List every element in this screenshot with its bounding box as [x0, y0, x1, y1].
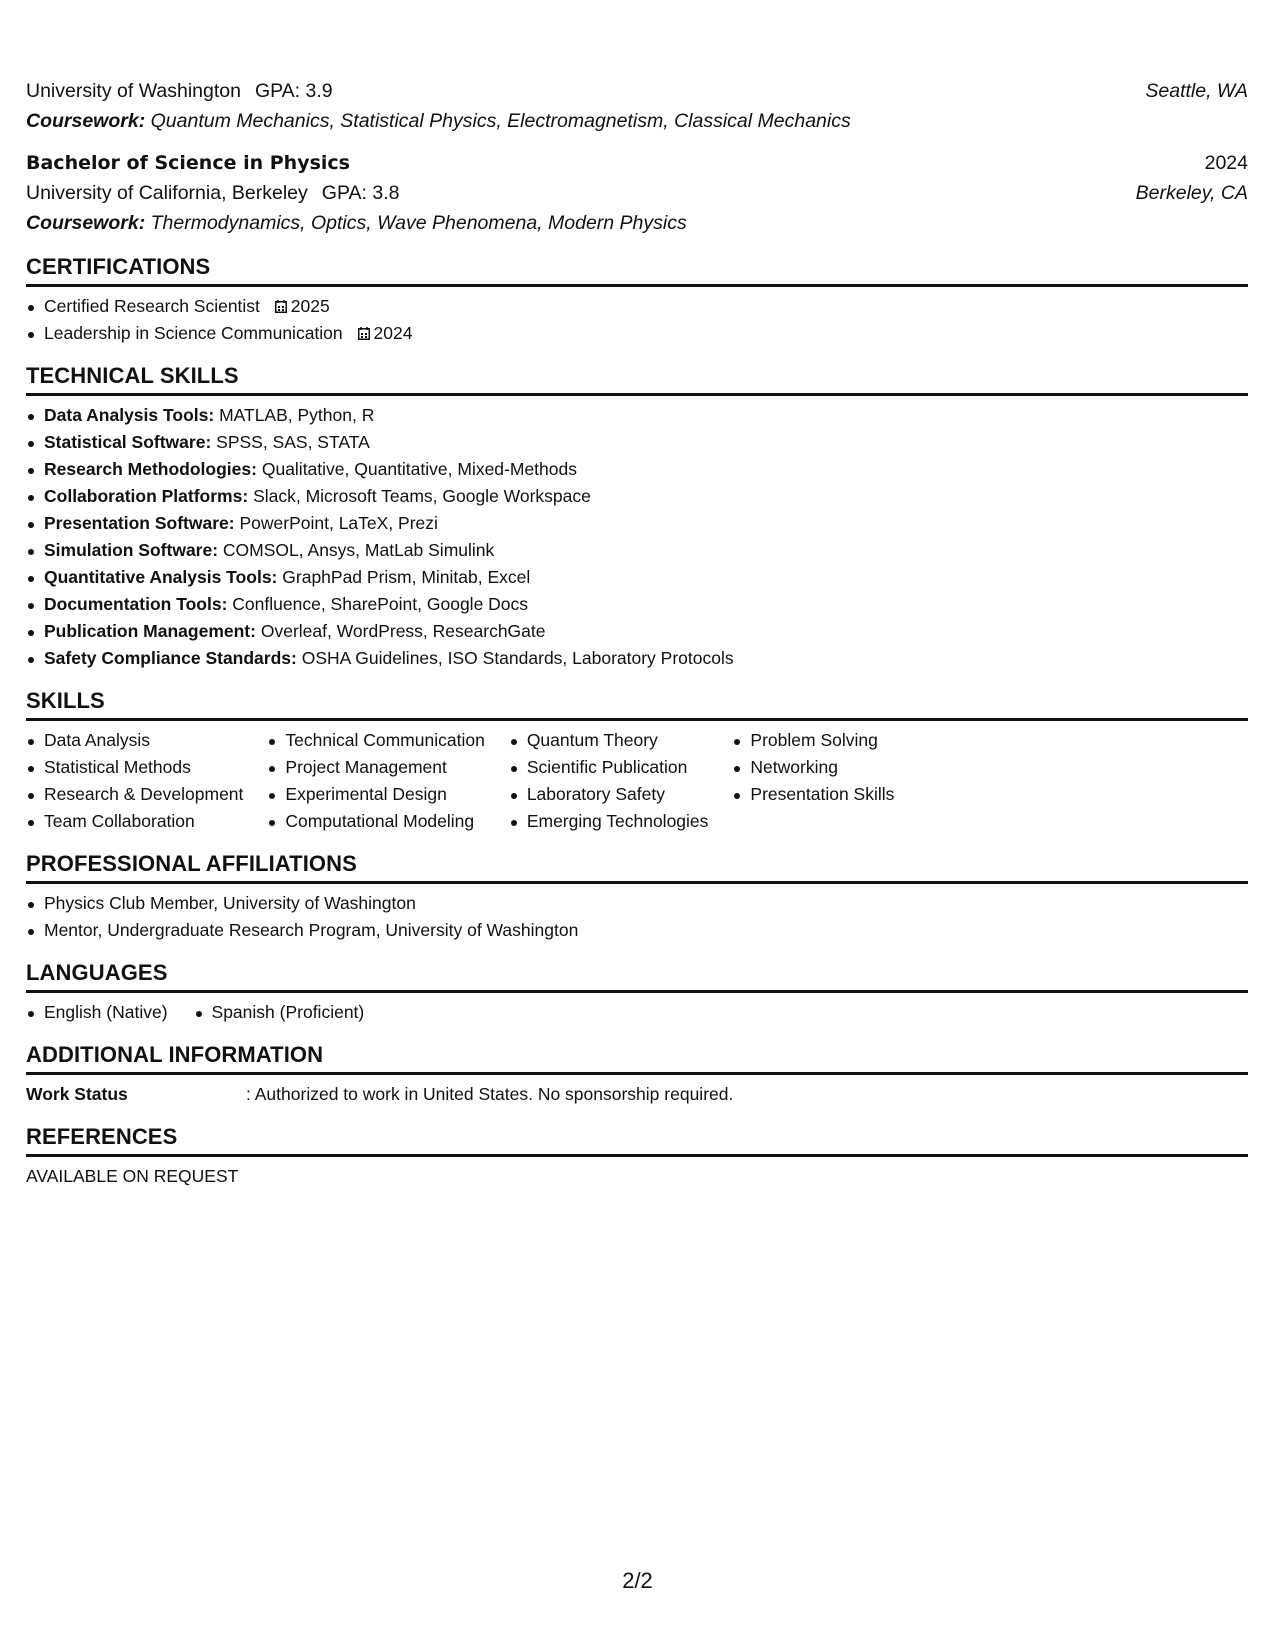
calendar-icon	[275, 300, 287, 313]
coursework-label: Coursework:	[26, 110, 146, 132]
section-title: SKILLS	[26, 688, 105, 713]
references-text: AVAILABLE ON REQUEST	[26, 1166, 239, 1186]
coursework-list: Quantum Mechanics, Statistical Physics, Electromagnetism, Classical Mechanics	[150, 110, 851, 132]
list-item: Data Analysis	[26, 727, 243, 754]
certification-year: 2025	[290, 296, 330, 316]
skill-category: Documentation Tools:	[44, 594, 228, 614]
gpa: GPA: 3.9	[254, 80, 333, 102]
skill-category: Publication Management:	[44, 621, 256, 641]
list-item: Spanish (Proficient)	[194, 999, 365, 1026]
coursework	[26, 208, 1248, 238]
skill-values: COMSOL, Ansys, MatLab Simulink	[222, 540, 495, 560]
list-item: Networking	[732, 754, 894, 781]
skills-column	[732, 727, 894, 835]
skill-values: Qualitative, Quantitative, Mixed-Methods	[261, 459, 577, 479]
skill-values: OSHA Guidelines, ISO Standards, Laboratory Protocols	[301, 648, 734, 668]
skill-category: Data Analysis Tools:	[44, 405, 215, 425]
references-section	[26, 1124, 1248, 1190]
list-item: Project Management	[267, 754, 484, 781]
list-item: Mentor, Undergraduate Research Program, University of Washington	[26, 917, 1248, 944]
list-item: Computational Modeling	[267, 808, 484, 835]
list-item: Laboratory Safety	[509, 781, 709, 808]
school-name: University of Washington	[26, 80, 241, 102]
coursework-label: Coursework:	[26, 212, 146, 234]
section-divider	[26, 393, 1248, 396]
section-divider	[26, 718, 1248, 721]
list-item: Scientific Publication	[509, 754, 709, 781]
skills-section	[26, 688, 1248, 835]
education-entry	[26, 76, 1248, 136]
section-divider	[26, 990, 1248, 993]
list-item	[26, 564, 1248, 591]
list-item: Emerging Technologies	[509, 808, 709, 835]
section-divider	[26, 881, 1248, 884]
list-item: Experimental Design	[267, 781, 484, 808]
skills-column	[267, 727, 484, 835]
list-item: English (Native)	[26, 999, 168, 1026]
list-item	[26, 483, 1248, 510]
skills-column	[26, 727, 243, 835]
section-title: TECHNICAL SKILLS	[26, 363, 239, 388]
skill-values: SPSS, SAS, STATA	[216, 432, 370, 452]
section-divider	[26, 284, 1248, 287]
skill-category: Collaboration Platforms:	[44, 486, 249, 506]
section-title: PROFESSIONAL AFFILIATIONS	[26, 851, 357, 876]
certification-year: 2024	[373, 323, 413, 343]
additional-info-section	[26, 1042, 1248, 1108]
section-divider	[26, 1154, 1248, 1157]
list-item: Problem Solving	[732, 727, 894, 754]
section-divider	[26, 1072, 1248, 1075]
list-item	[26, 537, 1248, 564]
skills-column	[509, 727, 709, 835]
list-item	[26, 456, 1248, 483]
work-status-value: : Authorized to work in United States. No sponsorship required.	[246, 1084, 734, 1104]
certification-name: Leadership in Science Communication	[44, 323, 343, 343]
list-item: Statistical Methods	[26, 754, 243, 781]
school-name: University of California, Berkeley	[26, 182, 308, 204]
list-item	[26, 429, 1248, 456]
list-item: Technical Communication	[267, 727, 484, 754]
skills-columns	[26, 727, 1248, 835]
list-item: Physics Club Member, University of Washington	[26, 890, 1248, 917]
gpa: GPA: 3.8	[321, 182, 400, 204]
skill-category: Presentation Software:	[44, 513, 235, 533]
section-title: ADDITIONAL INFORMATION	[26, 1042, 324, 1067]
list-item: Team Collaboration	[26, 808, 243, 835]
certifications-section	[26, 254, 1248, 347]
list-item	[26, 293, 1248, 320]
list-item: Quantum Theory	[509, 727, 709, 754]
list-item	[26, 618, 1248, 645]
skill-values: PowerPoint, LaTeX, Prezi	[239, 513, 438, 533]
section-title: REFERENCES	[26, 1124, 178, 1149]
languages-section	[26, 960, 1248, 1026]
location: Seattle, WA	[1145, 80, 1248, 102]
work-status-label: Work Status	[26, 1084, 128, 1104]
skill-values: Slack, Microsoft Teams, Google Workspace	[253, 486, 591, 506]
degree-title: Bachelor of Science in Physics	[26, 152, 350, 174]
skill-category: Research Methodologies:	[44, 459, 257, 479]
skill-category: Statistical Software:	[44, 432, 212, 452]
work-status-row	[26, 1081, 1248, 1108]
coursework	[26, 106, 1248, 136]
certification-name: Certified Research Scientist	[44, 296, 260, 316]
list-item	[26, 402, 1248, 429]
list-item	[26, 645, 1248, 672]
list-item: Presentation Skills	[732, 781, 894, 808]
list-item	[26, 510, 1248, 537]
page-number: 2/2	[622, 1568, 653, 1593]
section-title: LANGUAGES	[26, 960, 168, 985]
section-title: CERTIFICATIONS	[26, 254, 211, 279]
list-item: Research & Development	[26, 781, 243, 808]
skill-category: Safety Compliance Standards:	[44, 648, 297, 668]
skill-values: GraphPad Prism, Minitab, Excel	[282, 567, 531, 587]
technical-skills-section	[26, 363, 1248, 672]
list-item	[26, 320, 1248, 347]
list-item	[26, 591, 1248, 618]
skill-values: Overleaf, WordPress, ResearchGate	[260, 621, 546, 641]
skill-category: Quantitative Analysis Tools:	[44, 567, 278, 587]
location: Berkeley, CA	[1135, 182, 1248, 204]
skill-values: MATLAB, Python, R	[219, 405, 375, 425]
education-entry	[26, 148, 1248, 238]
coursework-list: Thermodynamics, Optics, Wave Phenomena, Modern Physics	[150, 212, 687, 234]
skill-values: Confluence, SharePoint, Google Docs	[232, 594, 529, 614]
resume-page	[26, 76, 1248, 1190]
graduation-year: 2024	[1204, 152, 1248, 174]
affiliations-section	[26, 851, 1248, 944]
calendar-icon	[358, 327, 370, 340]
skill-category: Simulation Software:	[44, 540, 219, 560]
